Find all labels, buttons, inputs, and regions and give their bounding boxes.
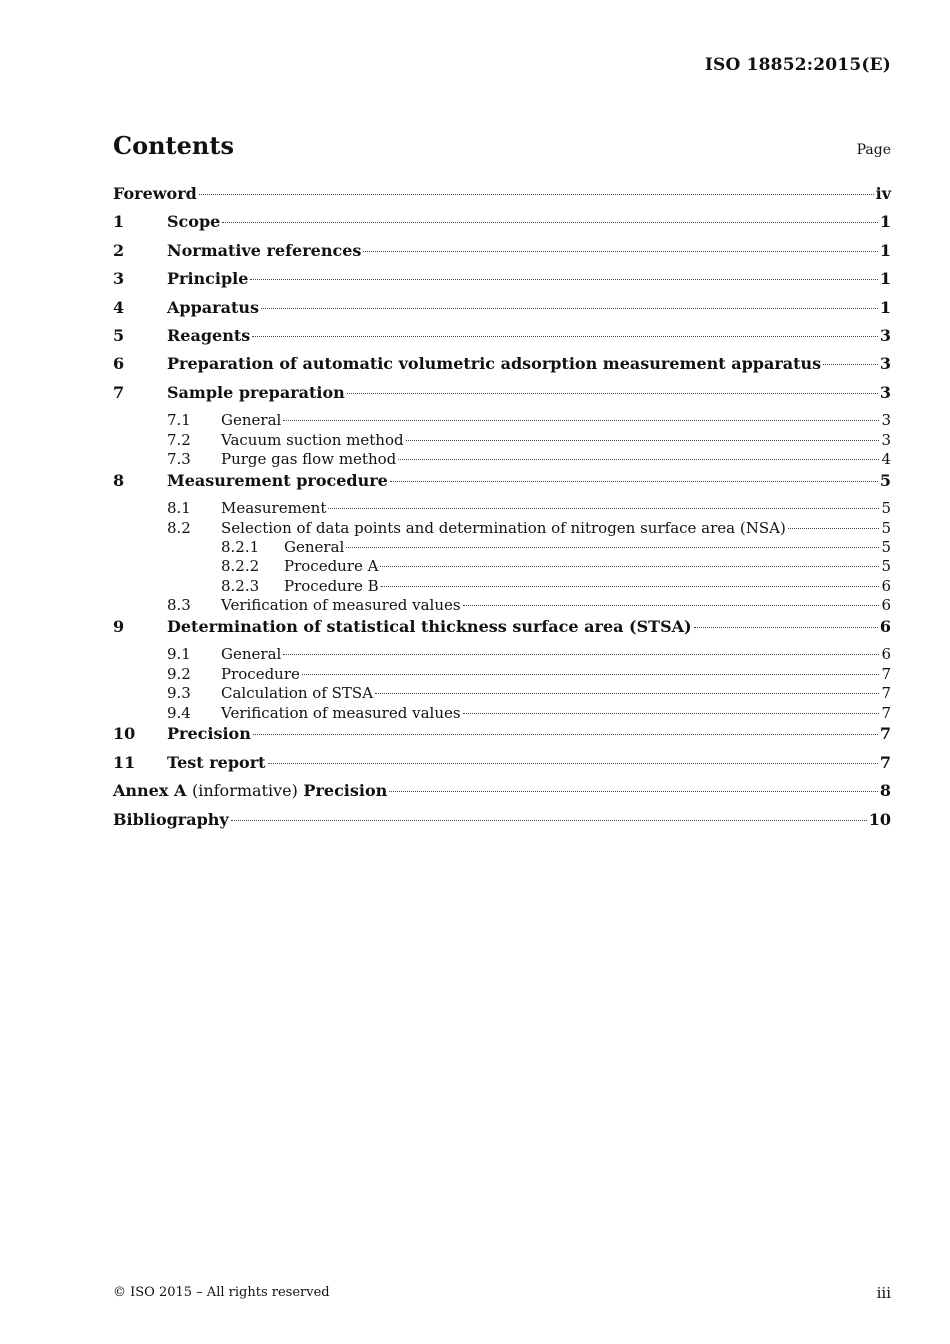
- dot-leader: [694, 627, 878, 628]
- annex-label: Annex A: [113, 781, 187, 801]
- toc-entry-page: 3: [879, 325, 891, 345]
- toc-entry-number: 3: [113, 269, 125, 289]
- toc-entry-8-1[interactable]: [113, 499, 891, 518]
- toc-entry-bibliography[interactable]: [113, 810, 891, 838]
- toc-entry-page: 1: [879, 297, 891, 317]
- dot-leader: [375, 693, 879, 694]
- toc-entry-title: Procedure B: [284, 576, 379, 595]
- toc-entry-title: General: [221, 411, 282, 430]
- dot-leader: [390, 481, 878, 482]
- toc-entry-9-3[interactable]: [113, 684, 891, 703]
- toc-entry-number: 9.1: [167, 645, 191, 664]
- dot-leader: [252, 336, 878, 337]
- toc-entry-number: 8: [113, 470, 125, 490]
- toc-entry-page: 5: [879, 470, 891, 490]
- toc-entry-number: 11: [113, 752, 136, 772]
- toc-entry-7[interactable]: [113, 383, 891, 411]
- dot-leader: [250, 279, 877, 280]
- toc-entry-8-2-3[interactable]: [113, 577, 891, 596]
- toc-entry-6[interactable]: [113, 354, 891, 382]
- toc-entry-8[interactable]: [113, 471, 891, 499]
- dot-leader: [347, 393, 878, 394]
- toc-entry-1[interactable]: [113, 212, 891, 240]
- toc-entry-page: 7: [879, 724, 891, 744]
- toc-entry-number: 8.2.3: [221, 576, 260, 595]
- toc-entry-page: 3: [881, 430, 891, 449]
- toc-entry-3[interactable]: [113, 269, 891, 297]
- toc-entry-title: Precision: [167, 724, 251, 744]
- toc-entry-number: 5: [113, 325, 125, 345]
- dot-leader: [346, 547, 879, 548]
- toc-entry-page: 6: [881, 645, 891, 664]
- toc-entry-page: 7: [881, 684, 891, 703]
- toc-entry-title: [113, 781, 387, 800]
- dot-leader: [788, 528, 880, 529]
- toc-entry-page: 1: [879, 240, 891, 260]
- toc-entry-page: iv: [875, 184, 891, 203]
- toc-entry-title: General: [284, 537, 345, 556]
- toc-entry-9[interactable]: [113, 617, 891, 645]
- toc-entry-title: Scope: [167, 212, 221, 232]
- table-of-contents: [113, 184, 891, 838]
- toc-entry-title: Normative references: [167, 240, 362, 260]
- toc-entry-page: 7: [881, 664, 891, 683]
- dot-leader: [389, 791, 878, 792]
- page-title: Contents: [113, 131, 234, 160]
- toc-entry-page: 10: [868, 809, 891, 829]
- toc-entry-title: Purge gas flow method: [221, 449, 397, 468]
- toc-entry-page: 1: [879, 269, 891, 289]
- dot-leader: [302, 674, 880, 675]
- page-column-label: Page: [856, 142, 891, 158]
- toc-entry-number: 7.1: [167, 411, 191, 430]
- toc-entry-page: 1: [879, 212, 891, 232]
- toc-entry-page: 5: [881, 499, 891, 518]
- toc-entry-number: 8.2.2: [221, 557, 260, 576]
- toc-entry-title: Determination of statistical thickness surface area (STSA): [167, 617, 692, 637]
- toc-entry-page: 5: [881, 557, 891, 576]
- toc-entry-8-2[interactable]: [113, 519, 891, 538]
- dot-leader: [253, 734, 878, 735]
- toc-entry-8-2-2[interactable]: [113, 557, 891, 576]
- dot-leader: [328, 508, 879, 509]
- toc-entry-page: 3: [879, 354, 891, 374]
- toc-entry-number: 9: [113, 617, 125, 637]
- dot-leader: [398, 459, 879, 460]
- dot-leader: [199, 194, 874, 195]
- toc-entry-10[interactable]: [113, 724, 891, 752]
- dot-leader: [283, 420, 879, 421]
- toc-entry-number: 6: [113, 354, 125, 374]
- toc-entry-title: Verification of measured values: [221, 596, 461, 615]
- toc-entry-9-2[interactable]: [113, 665, 891, 684]
- toc-entry-title: Verification of measured values: [221, 703, 461, 722]
- toc-entry-number: 7: [113, 382, 125, 402]
- toc-entry-title: Measurement: [221, 499, 327, 518]
- document-id: ISO 18852:2015(E): [704, 55, 891, 75]
- toc-entry-page: 3: [879, 382, 891, 402]
- dot-leader: [363, 251, 877, 252]
- dot-leader: [463, 713, 880, 714]
- dot-leader: [406, 440, 880, 441]
- toc-entry-title: Apparatus: [167, 297, 259, 317]
- toc-entry-8-3[interactable]: [113, 596, 891, 615]
- toc-entry-page: 6: [881, 596, 891, 615]
- toc-entry-page: 7: [881, 703, 891, 722]
- dot-leader: [381, 586, 880, 587]
- toc-entry-7-2[interactable]: [113, 431, 891, 450]
- dot-leader: [283, 654, 879, 655]
- toc-entry-11[interactable]: [113, 753, 891, 781]
- toc-entry-number: 2: [113, 240, 125, 260]
- toc-entry-number: 9.4: [167, 703, 191, 722]
- toc-entry-title: Procedure: [221, 664, 300, 683]
- dot-leader: [222, 222, 878, 223]
- toc-entry-page: 6: [879, 617, 891, 637]
- toc-entry-number: 9.3: [167, 684, 191, 703]
- toc-entry-number: 4: [113, 297, 125, 317]
- annex-title: Precision: [303, 781, 388, 801]
- toc-entry-foreword[interactable]: [113, 184, 891, 212]
- toc-entry-title: Calculation of STSA: [221, 684, 374, 703]
- dot-leader: [380, 566, 879, 567]
- toc-entry-number: 10: [113, 724, 136, 744]
- toc-entry-number: 7.2: [167, 430, 191, 449]
- toc-entry-page: 5: [881, 518, 891, 537]
- toc-entry-number: 9.2: [167, 664, 191, 683]
- dot-leader: [463, 605, 880, 606]
- dot-leader: [231, 820, 867, 821]
- toc-entry-title: Procedure A: [284, 557, 379, 576]
- toc-entry-number: 8.3: [167, 596, 191, 615]
- annex-qualifier: (informative): [191, 781, 298, 801]
- toc-entry-page: 8: [879, 781, 891, 801]
- toc-entry-7-3[interactable]: [113, 450, 891, 469]
- toc-entry-title: Measurement procedure: [167, 470, 388, 490]
- copyright-notice: © ISO 2015 – All rights reserved: [113, 1285, 330, 1300]
- toc-entry-title: Foreword: [113, 184, 197, 203]
- toc-entry-page: 5: [881, 537, 891, 556]
- toc-entry-title: Reagents: [167, 325, 251, 345]
- toc-entry-5[interactable]: [113, 326, 891, 354]
- toc-entry-title: Sample preparation: [167, 382, 345, 402]
- toc-entry-9-4[interactable]: [113, 704, 891, 723]
- toc-entry-page: 4: [881, 449, 891, 468]
- toc-entry-7-1[interactable]: [113, 411, 891, 430]
- toc-entry-number: 8.2: [167, 518, 191, 537]
- dot-leader: [261, 308, 878, 309]
- page-number: iii: [876, 1284, 891, 1302]
- toc-entry-2[interactable]: [113, 241, 891, 269]
- toc-entry-page: 3: [881, 411, 891, 430]
- toc-entry-number: 8.2.1: [221, 537, 260, 556]
- toc-entry-title: Vacuum suction method: [221, 430, 404, 449]
- toc-entry-annex-a[interactable]: [113, 781, 891, 809]
- toc-entry-title: Preparation of automatic volumetric adsorption measurement apparatus: [167, 354, 822, 374]
- toc-entry-title: Selection of data points and determination of nitrogen surface area (NSA): [221, 518, 786, 537]
- toc-entry-page: 6: [881, 576, 891, 595]
- dot-leader: [823, 364, 878, 365]
- toc-entry-title: Principle: [167, 269, 249, 289]
- toc-entry-8-2-1[interactable]: [113, 538, 891, 557]
- toc-entry-title: Test report: [167, 752, 266, 772]
- toc-entry-4[interactable]: [113, 298, 891, 326]
- toc-entry-title: General: [221, 645, 282, 664]
- toc-entry-9-1[interactable]: [113, 645, 891, 664]
- toc-entry-title: Bibliography: [113, 809, 229, 829]
- toc-entry-number: 8.1: [167, 499, 191, 518]
- dot-leader: [268, 763, 878, 764]
- toc-entry-number: 1: [113, 212, 125, 232]
- toc-entry-number: 7.3: [167, 449, 191, 468]
- toc-entry-page: 7: [879, 752, 891, 772]
